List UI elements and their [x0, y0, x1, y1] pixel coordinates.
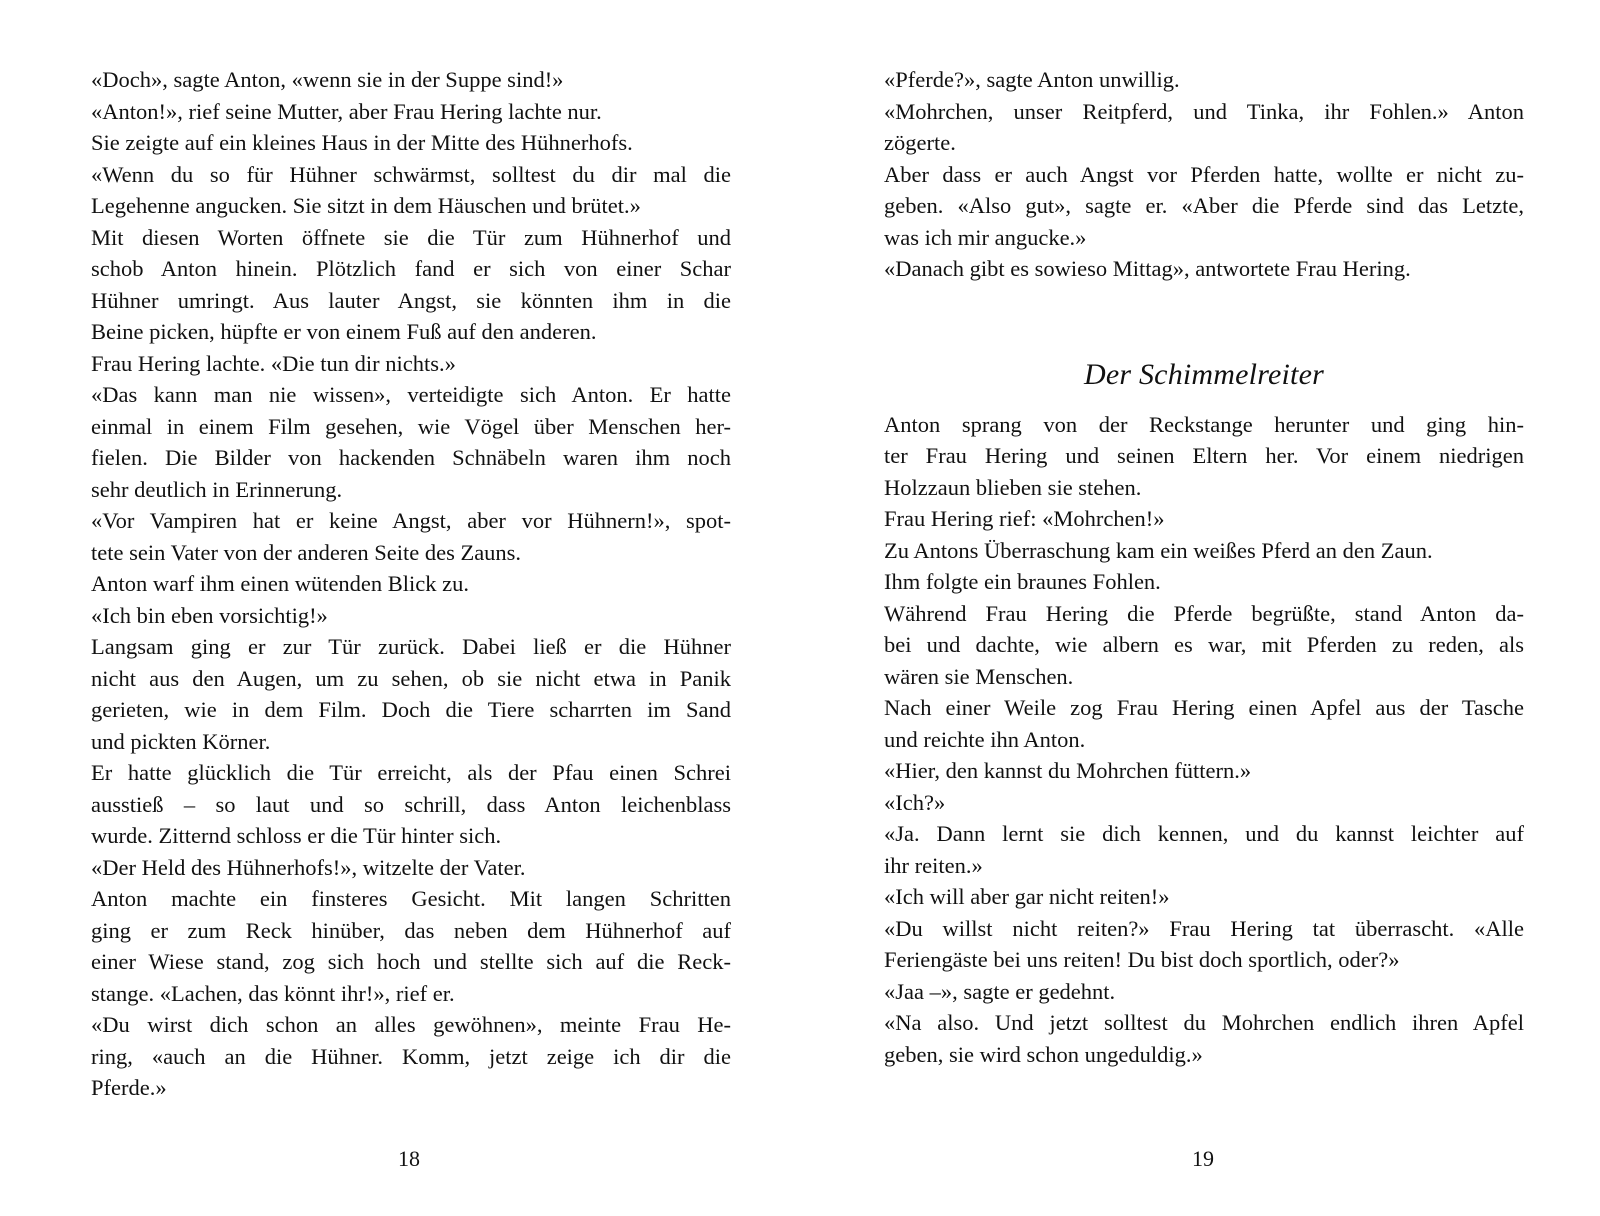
- text-line: ring, «auch an die Hühner. Komm, jetzt zeige ich dir die: [91, 1043, 731, 1069]
- text-line: tete sein Vater von der anderen Seite des Zauns.: [91, 539, 522, 565]
- text-line: Während Frau Hering die Pferde begrüßte, stand Anton da-: [884, 600, 1524, 626]
- text-line: Frau Hering rief: «Mohrchen!»: [884, 506, 1165, 531]
- page-number-right: 19: [1192, 1146, 1214, 1171]
- text-line: Hühner umringt. Aus lauter Angst, sie könnten ihm in die: [91, 287, 731, 313]
- text-line: «Ich bin eben vorsichtig!»: [91, 602, 328, 628]
- text-line: Beine picken, hüpfte er von einem Fuß auf den anderen.: [91, 319, 597, 344]
- text-line: ging er zum Reck hinüber, das neben dem Hühnerhof auf: [91, 917, 731, 943]
- text-line: Legehenne angucken. Sie sitzt in dem Häuschen und brütet.»: [91, 193, 641, 218]
- text-line: stange. «Lachen, das könnt ihr!», rief er.: [91, 980, 455, 1006]
- text-line: Anton machte ein finsteres Gesicht. Mit langen Schritten: [91, 886, 731, 911]
- text-line: einmal in einem Film gesehen, wie Vögel über Menschen her-: [91, 413, 731, 439]
- text-line: ihr reiten.»: [884, 852, 983, 878]
- text-line: «Ich?»: [884, 789, 946, 815]
- text-line: Ihm folgte ein braunes Fohlen.: [884, 569, 1161, 594]
- text-line: «Jaa –», sagte er gedehnt.: [884, 978, 1116, 1004]
- right-page: [800, 0, 1600, 1216]
- text-line: «Der Held des Hühnerhofs!», witzelte der Vater.: [91, 854, 526, 880]
- right-page-text-before-chapter: [884, 64, 1524, 285]
- text-line: nicht aus den Augen, um zu sehen, ob sie nicht etwa in Panik: [91, 665, 731, 691]
- text-line: zögerte.: [884, 130, 956, 155]
- text-line: «Pferde?», sagte Anton unwillig.: [884, 67, 1180, 92]
- text-line: «Du wirst dich schon an alles gewöhnen», meinte Frau He-: [91, 1012, 731, 1037]
- text-line: Anton warf ihm einen wütenden Blick zu.: [91, 571, 470, 596]
- right-page-text-after-chapter: [884, 409, 1524, 1071]
- text-line: Sie zeigte auf ein kleines Haus in der Mitte des Hühnerhofs.: [91, 130, 633, 155]
- text-line: Langsam ging er zur Tür zurück. Dabei ließ er die Hühner: [91, 634, 731, 659]
- text-line: wären sie Menschen.: [884, 663, 1074, 689]
- text-line: «Das kann man nie wissen», verteidigte sich Anton. Er hatte: [91, 382, 731, 407]
- text-line: Zu Antons Überraschung kam ein weißes Pferd an den Zaun.: [884, 537, 1433, 563]
- text-line: ter Frau Hering und seinen Eltern her. Vor einem niedrigen: [884, 443, 1524, 468]
- text-line: «Wenn du so für Hühner schwärmst, solltest du dir mal die: [91, 161, 731, 187]
- text-line: ausstieß – so laut und so schrill, dass Anton leichenblass: [91, 791, 731, 817]
- text-line: «Anton!», rief seine Mutter, aber Frau Hering lachte nur.: [91, 98, 602, 124]
- text-line: und reichte ihn Anton.: [884, 726, 1086, 752]
- text-line: wurde. Zitternd schloss er die Tür hinter sich.: [91, 823, 502, 848]
- text-line: fielen. Die Bilder von hackenden Schnäbeln waren ihm noch: [91, 445, 731, 470]
- text-line: «Ich will aber gar nicht reiten!»: [884, 884, 1170, 909]
- text-line: «Doch», sagte Anton, «wenn sie in der Suppe sind!»: [91, 67, 564, 92]
- text-line: Aber dass er auch Angst vor Pferden hatte, wollte er nicht zu-: [884, 161, 1524, 187]
- text-line: «Mohrchen, unser Reitpferd, und Tinka, ihr Fohlen.» Anton: [884, 98, 1524, 124]
- text-line: bei und dachte, wie albern es war, mit Pferden zu reden, als: [884, 632, 1524, 657]
- text-line: Pferde.»: [91, 1075, 167, 1100]
- text-line: «Hier, den kannst du Mohrchen füttern.»: [884, 758, 1252, 783]
- text-line: «Ja. Dann lernt sie dich kennen, und du kannst leichter auf: [884, 821, 1524, 846]
- text-line: gerieten, wie in dem Film. Doch die Tiere scharrten im Sand: [91, 697, 731, 722]
- page-number-left: 18: [398, 1146, 420, 1171]
- text-line: Holzzaun blieben sie stehen.: [884, 474, 1142, 500]
- text-line: was ich mir angucke.»: [884, 224, 1087, 250]
- text-line: «Vor Vampiren hat er keine Angst, aber vor Hühnern!», spot-: [91, 508, 731, 533]
- text-line: sehr deutlich in Erinnerung.: [91, 476, 343, 502]
- text-line: geben, sie wird schon ungeduldig.»: [884, 1041, 1203, 1067]
- text-line: Mit diesen Worten öffnete sie die Tür zum Hühnerhof und: [91, 224, 731, 250]
- text-line: geben. «Also gut», sagte er. «Aber die Pferde sind das Letzte,: [884, 193, 1524, 218]
- text-line: Anton sprang von der Reckstange herunter und ging hin-: [884, 411, 1524, 437]
- text-line: Nach einer Weile zog Frau Hering einen Apfel aus der Tasche: [884, 695, 1524, 720]
- text-line: «Na also. Und jetzt solltest du Mohrchen endlich ihren Apfel: [884, 1010, 1524, 1035]
- left-page-text: [91, 64, 731, 1104]
- text-line: und pickten Körner.: [91, 728, 271, 754]
- text-line: Frau Hering lachte. «Die tun dir nichts.»: [91, 350, 456, 376]
- text-line: «Du willst nicht reiten?» Frau Hering tat überrascht. «Alle: [884, 915, 1524, 941]
- text-line: Feriengäste bei uns reiten! Du bist doch sportlich, oder?»: [884, 947, 1400, 972]
- text-line: einer Wiese stand, zog sich hoch und stellte sich auf die Reck-: [91, 949, 731, 974]
- right-page-text: [884, 64, 1524, 1070]
- text-line: Er hatte glücklich die Tür erreicht, als der Pfau einen Schrei: [91, 760, 731, 785]
- text-line: schob Anton hinein. Plötzlich fand er sich von einer Schar: [91, 256, 731, 281]
- chapter-title: Der Schimmelreiter: [1084, 357, 1324, 391]
- text-line: «Danach gibt es sowieso Mittag», antwortete Frau Hering.: [884, 256, 1411, 281]
